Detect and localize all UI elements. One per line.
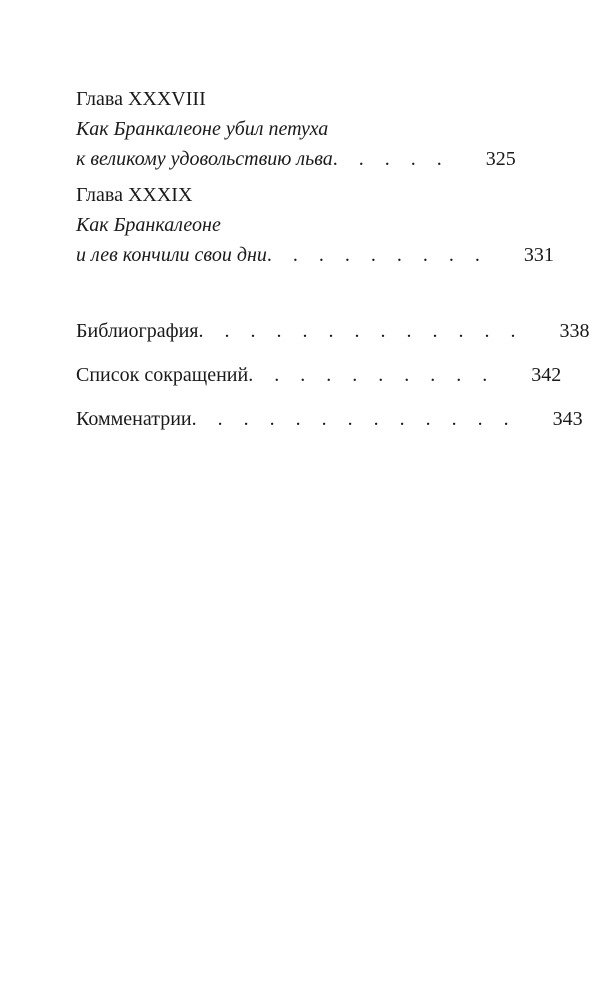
section-line [76,404,583,434]
toc-chapter-38[interactable] [76,84,514,174]
chapter-title-line: Как Бранкалеоне [76,214,221,236]
section-line [76,316,590,346]
leader-dots: . . . . . . . . . [266,244,488,266]
toc-commentary[interactable] [76,404,583,434]
chapter-title-text: к великому удовольствию льва [76,148,333,170]
section-spacer [76,276,514,316]
leader-dots: . . . . . . . . . . . . . [198,320,524,342]
toc-bibliography[interactable] [76,316,590,346]
leader-dots: . . . . . . . . . . . . . [191,408,517,430]
page-number: 331 [523,244,554,266]
chapter-heading: Глава XXXVIII [76,88,206,110]
leader-dots: . . . . . . . . . . [248,364,496,386]
table-of-contents [76,84,590,448]
toc-abbreviations[interactable] [76,360,562,390]
chapter-title-line: Как Бранкалеоне убил петуха [76,118,329,140]
chapter-title-last-line [76,240,554,270]
chapter-heading: Глава XXXIX [76,184,193,206]
chapter-title-last-line [76,144,514,174]
page-number: 343 [552,408,583,430]
section-title: Библиография [76,320,199,342]
page-number: 342 [531,364,562,386]
page-number: 338 [559,320,590,342]
section-title: Список сокращений [76,364,249,386]
page-number: 325 [485,148,516,170]
section-title: Комменатрии [76,408,192,430]
leader-dots: . . . . . [332,148,450,170]
chapter-title-text: и лев кончили свои дни [76,244,267,266]
section-line [76,360,562,390]
toc-chapter-39[interactable] [76,180,554,270]
